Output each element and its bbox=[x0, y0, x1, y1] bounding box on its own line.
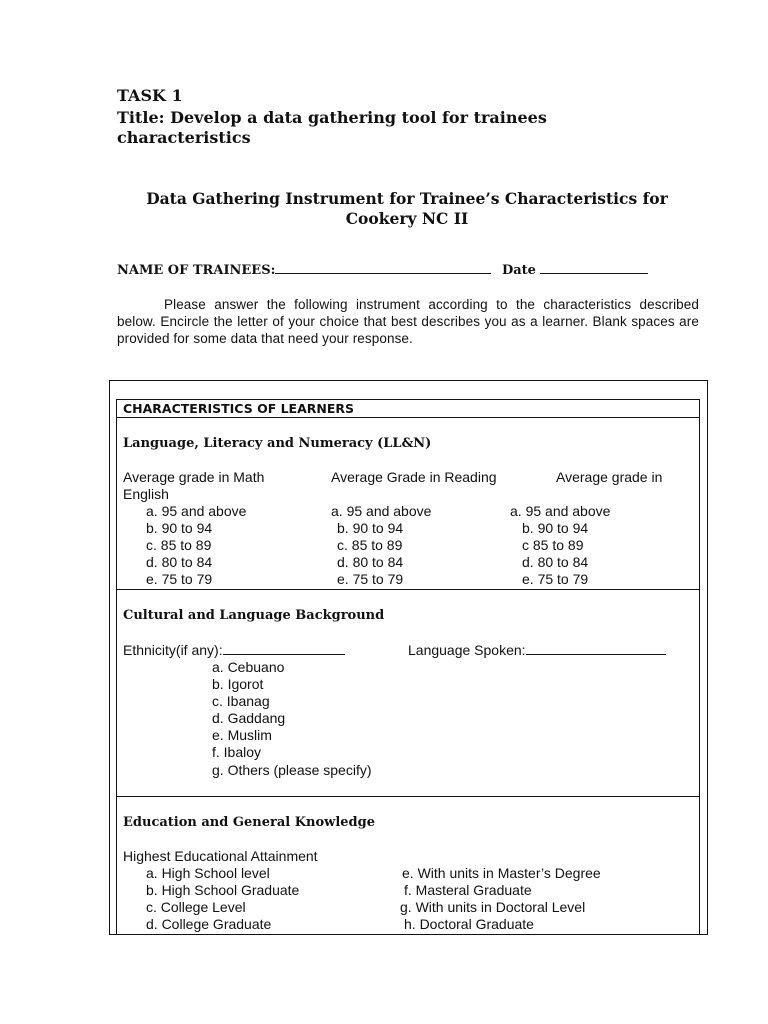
ethnicity-option[interactable]: d. Gaddang bbox=[212, 710, 286, 726]
divider bbox=[116, 589, 700, 590]
ethnicity-row bbox=[123, 642, 345, 658]
reading-option[interactable]: e. 75 to 79 bbox=[337, 571, 404, 587]
name-blank[interactable] bbox=[275, 262, 491, 274]
instructions-first: Please answer the following instrument according to the bbox=[164, 297, 536, 312]
ethnicity-option[interactable]: a. Cebuano bbox=[212, 659, 285, 675]
table-header: CHARACTERISTICS OF LEARNERS bbox=[123, 401, 355, 416]
ethnicity-option[interactable]: g. Others (please specify) bbox=[212, 762, 372, 778]
language-row bbox=[408, 642, 666, 658]
ethnicity-blank[interactable] bbox=[223, 643, 345, 655]
ethnicity-option[interactable]: c. Ibanag bbox=[212, 693, 270, 709]
english-option[interactable]: a. 95 and above bbox=[510, 503, 611, 519]
education-option[interactable]: g. With units in Doctoral Level bbox=[400, 899, 586, 915]
math-label: Average grade in Math bbox=[123, 469, 265, 485]
reading-option[interactable]: c. 85 to 89 bbox=[337, 537, 403, 553]
task-label: TASK 1 bbox=[117, 86, 183, 105]
ethnicity-option[interactable]: e. Muslim bbox=[212, 727, 272, 743]
reading-label: Average Grade in Reading bbox=[331, 469, 497, 485]
math-option[interactable]: b. 90 to 94 bbox=[146, 520, 213, 536]
divider bbox=[116, 796, 700, 797]
english-label: Average grade in bbox=[556, 469, 663, 485]
english-option[interactable]: c 85 to 89 bbox=[522, 537, 584, 553]
ethnicity-label: Ethnicity(if any): bbox=[123, 642, 223, 658]
english-option[interactable]: b. 90 to 94 bbox=[522, 520, 589, 536]
education-option[interactable]: h. Doctoral Graduate bbox=[404, 916, 534, 932]
ethnicity-option[interactable]: f. Ibaloy bbox=[212, 744, 262, 760]
document-title-line-1: Data Gathering Instrument for Trainee’s Characteristics for bbox=[146, 189, 668, 208]
education-option[interactable]: e. With units in Master’s Degree bbox=[402, 865, 601, 881]
language-blank[interactable] bbox=[526, 643, 666, 655]
title-line-2: characteristics bbox=[117, 128, 251, 147]
english-option[interactable]: d. 80 to 84 bbox=[522, 554, 589, 570]
education-option[interactable]: d. College Graduate bbox=[146, 916, 272, 932]
date-label: Date bbox=[501, 263, 536, 278]
instructions-rest: characteristics described below. Encircle the letter of your choice that best describes you as a learner. Blank spaces are provided for some data that need your response. bbox=[117, 297, 699, 346]
education-option[interactable]: b. High School Graduate bbox=[146, 882, 300, 898]
lln-heading: Language, Literacy and Numeracy (LL&N) bbox=[123, 436, 432, 451]
math-option[interactable]: a. 95 and above bbox=[146, 503, 247, 519]
reading-option[interactable]: d. 80 to 84 bbox=[337, 554, 404, 570]
reading-option[interactable]: a. 95 and above bbox=[331, 503, 432, 519]
instructions-paragraph bbox=[117, 296, 699, 347]
math-option[interactable]: d. 80 to 84 bbox=[146, 554, 213, 570]
name-label: NAME OF TRAINEES: bbox=[117, 263, 276, 278]
date-blank[interactable] bbox=[540, 262, 648, 274]
document-title-line-2: Cookery NC II bbox=[345, 209, 469, 228]
attainment-label: Highest Educational Attainment bbox=[123, 848, 318, 864]
math-option[interactable]: e. 75 to 79 bbox=[146, 571, 213, 587]
education-option[interactable]: a. High School level bbox=[146, 865, 270, 881]
education-option[interactable]: c. College Level bbox=[146, 899, 246, 915]
language-label: Language Spoken: bbox=[408, 642, 526, 658]
english-label-cont: English bbox=[123, 486, 169, 502]
math-option[interactable]: c. 85 to 89 bbox=[146, 537, 212, 553]
divider bbox=[116, 417, 700, 418]
ethnicity-option[interactable]: b. Igorot bbox=[212, 676, 264, 692]
name-date-row bbox=[117, 262, 648, 278]
english-option[interactable]: e. 75 to 79 bbox=[522, 571, 589, 587]
education-heading: Education and General Knowledge bbox=[123, 815, 375, 830]
education-option[interactable]: f. Masteral Graduate bbox=[404, 882, 532, 898]
reading-option[interactable]: b. 90 to 94 bbox=[337, 520, 404, 536]
culture-heading: Cultural and Language Background bbox=[123, 608, 385, 623]
title-line-1: Title: Develop a data gathering tool for trainees bbox=[117, 108, 547, 127]
